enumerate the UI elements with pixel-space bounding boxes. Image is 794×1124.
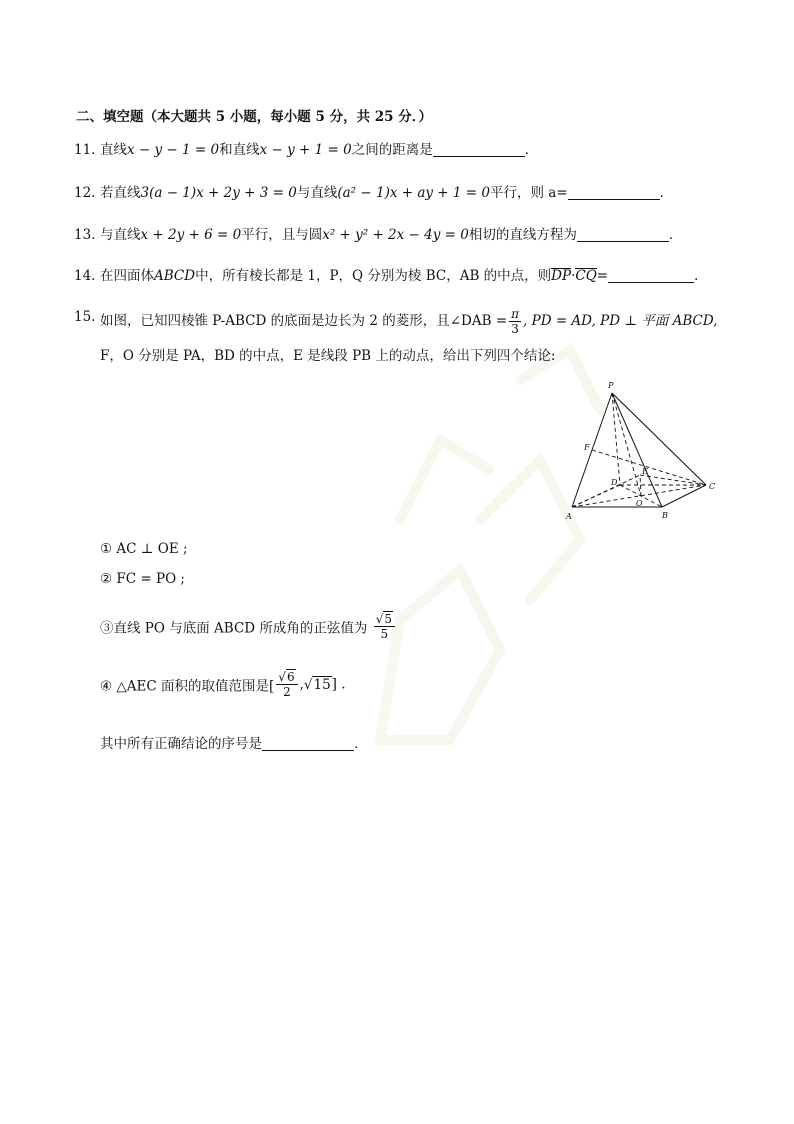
- option-2: ② FC = PO ;: [100, 571, 185, 587]
- label-b: B: [662, 511, 668, 520]
- equation: x + 2y + 6 = 0: [140, 227, 242, 243]
- option-1: ① AC ⊥ OE ;: [100, 541, 188, 557]
- answer-blank[interactable]: [262, 736, 354, 751]
- equation: 3(a − 1)x + 2y + 3 = 0: [140, 185, 297, 201]
- answer-blank[interactable]: [433, 142, 525, 157]
- label-p: P: [608, 381, 614, 390]
- question-number: 12.: [74, 185, 96, 201]
- label-d: D: [611, 478, 618, 487]
- label-e: E: [642, 467, 648, 476]
- pyramid-figure: [560, 375, 730, 525]
- equation: x − y − 1 = 0: [127, 142, 220, 158]
- seg-fc: [592, 450, 706, 485]
- equation: x − y + 1 = 0: [259, 142, 352, 158]
- sqrt-15: √15: [303, 676, 331, 693]
- final-question: 其中所有正确结论的序号是 ．: [100, 736, 368, 752]
- question-number: 15.: [74, 309, 96, 325]
- question-number: 11.: [74, 142, 96, 158]
- vector-cq: CQ: [575, 268, 597, 284]
- option-4: ④ △AEC 面积的取值范围是[ $\frac{√6}{2}$ ,√15] .: [100, 670, 346, 699]
- fraction-pi-over-3: $\frac{\pi}{3}$: [511, 307, 520, 336]
- option-3: ③直线 PO 与底面 ABCD 所成角的正弦值为 $\frac{√5}{5}$: [100, 612, 397, 641]
- edge-pc: [612, 393, 706, 485]
- label-a: A: [566, 512, 572, 521]
- answer-blank[interactable]: [608, 268, 694, 283]
- section-heading: 二、填空题（本大题共 5 小题，每小题 5 分，共 25 分．）: [76, 109, 433, 125]
- question-number: 14.: [74, 268, 96, 284]
- label-o: O: [636, 499, 643, 508]
- label-c: C: [709, 482, 716, 491]
- seg-ae: [572, 475, 640, 507]
- fraction-sqrt5-over-5: $\frac{√5}{5}$: [374, 612, 395, 641]
- seg-oe: [640, 475, 641, 496]
- equation: (a² − 1)x + ay + 1 = 0: [337, 185, 490, 201]
- fraction-sqrt6-over-2: $\frac{√6}{2}$: [276, 670, 297, 699]
- edge-pb: [612, 393, 662, 507]
- answer-blank[interactable]: [568, 185, 660, 200]
- page: 二、填空题（本大题共 5 小题，每小题 5 分，共 25 分．） 11. 直线x − y − 1 = 0和直线x − y + 1 = 0之间的距离是 ． 12. 若直线3(a − 1)x + 2y + 3 = 0与直线(a² − 1)x + ay + 1 = 0平行，则 a= ． 13. 与直线x + 2y + 6 = 0平行，且与圆x² + y² + 2x − 4y = 0相切的直线方程为 ． 14. 在四面体ABCD中，所有棱长都是 1，P，Q 分别为棱 BC，AB 的中点，则DP·CQ= ． 15. 如图，已知四棱锥 P-ABCD 的底面是边长为 2 的菱形，且∠DAB = $\frac{\pi}{3}$ , PD = AD, PD ⊥ 平面 ABCD, F，O 分别是 PA，BD 的中点，E 是线段 PB 上的动点，给出下列四个结论: P F D E A O B C ① AC ⊥ OE ; ② FC = PO ; ③直线 PO 与底面 ABCD 所成角的正弦值为 $\frac{√5}{5}$ ④ △AEC 面积的取值范围是[ $\frac{√6}{2}$ ,√15] . 其中所有正确结论的序号是 ．: [0, 0, 794, 1124]
- vector-dp: DP: [551, 268, 572, 284]
- answer-blank[interactable]: [577, 227, 669, 242]
- label-f: F: [584, 443, 590, 452]
- equation: x² + y² + 2x − 4y = 0: [322, 227, 469, 243]
- question-number: 13.: [74, 227, 96, 243]
